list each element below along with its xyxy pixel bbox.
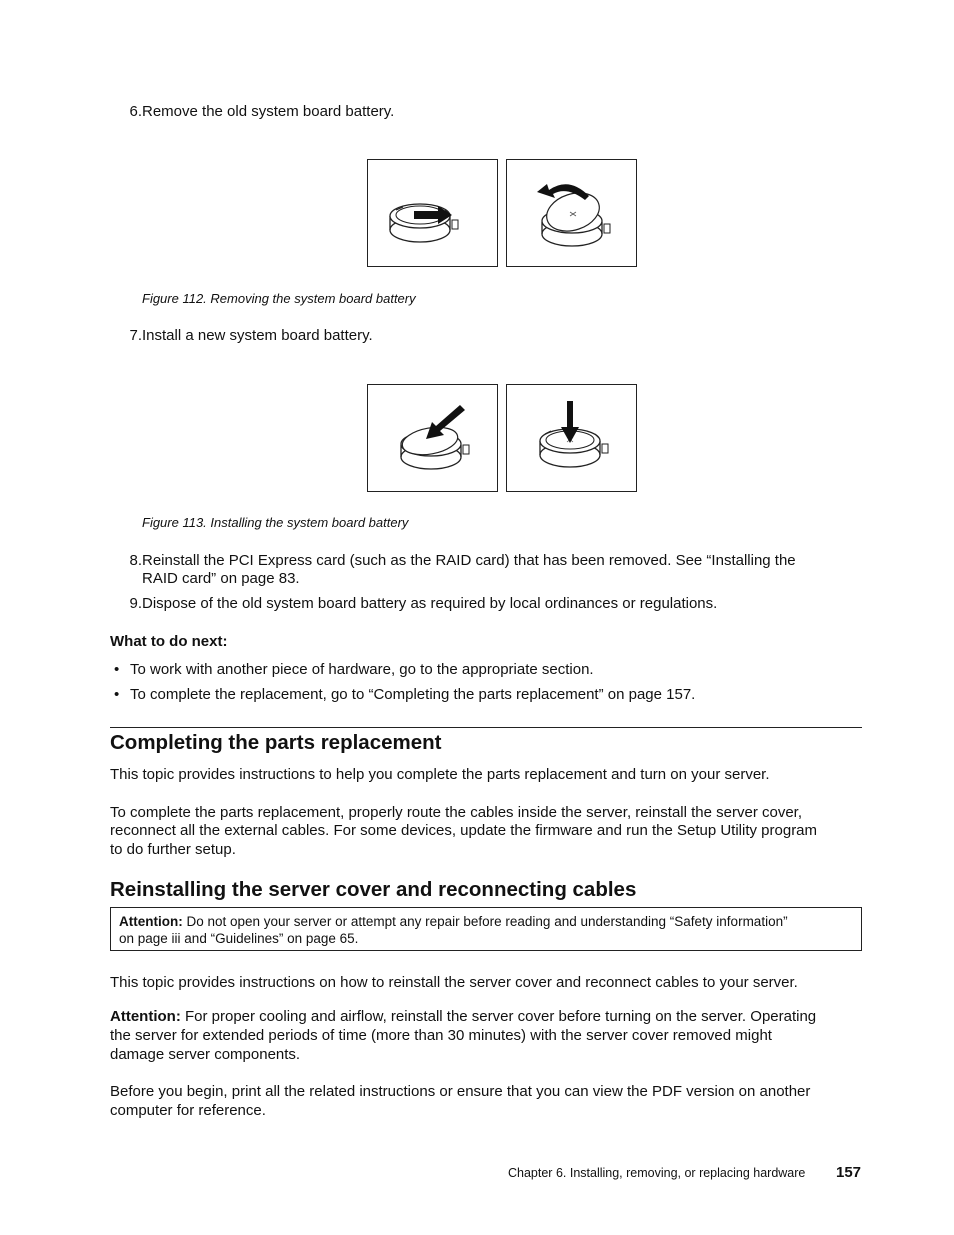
completing-paragraph-1: This topic provides instructions to help you complete the parts replacement and turn on your server. xyxy=(110,766,770,783)
bullet-dot-icon: • xyxy=(114,661,120,678)
attention-paragraph-line xyxy=(110,1008,816,1027)
step-number: 8. xyxy=(129,552,142,569)
figure-112-caption: Figure 112. Removing the system board battery xyxy=(142,291,416,306)
footer-chapter: Chapter 6. Installing, removing, or replacing hardware xyxy=(508,1166,806,1180)
attention-text: Do not open your server or attempt any repair before reading and understanding “Safety information” xyxy=(182,914,788,929)
step-text: Dispose of the old system board battery as required by local ordinances or regulations. xyxy=(142,595,718,612)
attention-text: For proper cooling and airflow, reinstall the server cover before turning on the server. Operating xyxy=(180,1008,817,1025)
figure-113-illustration-left xyxy=(367,384,498,492)
step-text: Install a new system board battery. xyxy=(142,327,373,344)
bullet-dot-icon: • xyxy=(114,686,120,703)
reinstalling-paragraph-1: This topic provides instructions on how to reinstall the server cover and reconnect cables to your server. xyxy=(110,974,798,991)
completing-paragraph-2-line: To complete the parts replacement, properly route the cables inside the server, reinstall the server cover, xyxy=(110,804,803,821)
bullet-text: To work with another piece of hardware, go to the appropriate section. xyxy=(130,661,594,678)
attention-paragraph-line: damage server components. xyxy=(110,1046,301,1063)
attention-line: on page iii and “Guidelines” on page 65. xyxy=(119,931,359,946)
figure-113-caption: Figure 113. Installing the system board battery xyxy=(142,515,409,530)
step-text: Remove the old system board battery. xyxy=(142,103,395,120)
battery-lift-illustration xyxy=(507,160,636,266)
battery-slide-out-illustration xyxy=(368,160,497,266)
battery-insert-angled-illustration xyxy=(368,385,497,491)
attention-label: Attention: xyxy=(110,1008,181,1025)
attention-label: Attention: xyxy=(119,914,183,929)
section-title-completing: Completing the parts replacement xyxy=(110,731,442,754)
battery-press-down-illustration xyxy=(507,385,636,491)
completing-paragraph-2-line: reconnect all the external cables. For some devices, update the firmware and run the Setup Utility program xyxy=(110,822,818,839)
step-text-line: RAID card” on page 83. xyxy=(142,570,300,587)
attention-notice-box xyxy=(110,907,862,951)
section-divider xyxy=(110,727,862,728)
page-number: 157 xyxy=(836,1164,862,1181)
attention-line xyxy=(119,913,849,930)
bullet-text: To complete the replacement, go to “Completing the parts replacement” on page 157. xyxy=(130,686,696,703)
section-title-reinstalling: Reinstalling the server cover and reconnecting cables xyxy=(110,878,637,901)
before-you-begin-line: Before you begin, print all the related instructions or ensure that you can view the PDF version on another xyxy=(110,1083,811,1100)
attention-paragraph-line: the server for extended periods of time (more than 30 minutes) with the server cover removed might xyxy=(110,1027,772,1044)
step-number: 6. xyxy=(129,103,142,120)
step-number: 9. xyxy=(129,595,142,612)
step-text-line: Reinstall the PCI Express card (such as the RAID card) that has been removed. See “Installing the xyxy=(142,552,796,569)
before-you-begin-line: computer for reference. xyxy=(110,1102,266,1119)
what-to-do-next-heading: What to do next: xyxy=(110,633,228,650)
completing-paragraph-2-line: to do further setup. xyxy=(110,841,236,858)
figure-113-illustration-right xyxy=(506,384,637,492)
figure-112-illustration-left xyxy=(367,159,498,267)
figure-112-illustration-right xyxy=(506,159,637,267)
step-number: 7. xyxy=(129,327,142,344)
